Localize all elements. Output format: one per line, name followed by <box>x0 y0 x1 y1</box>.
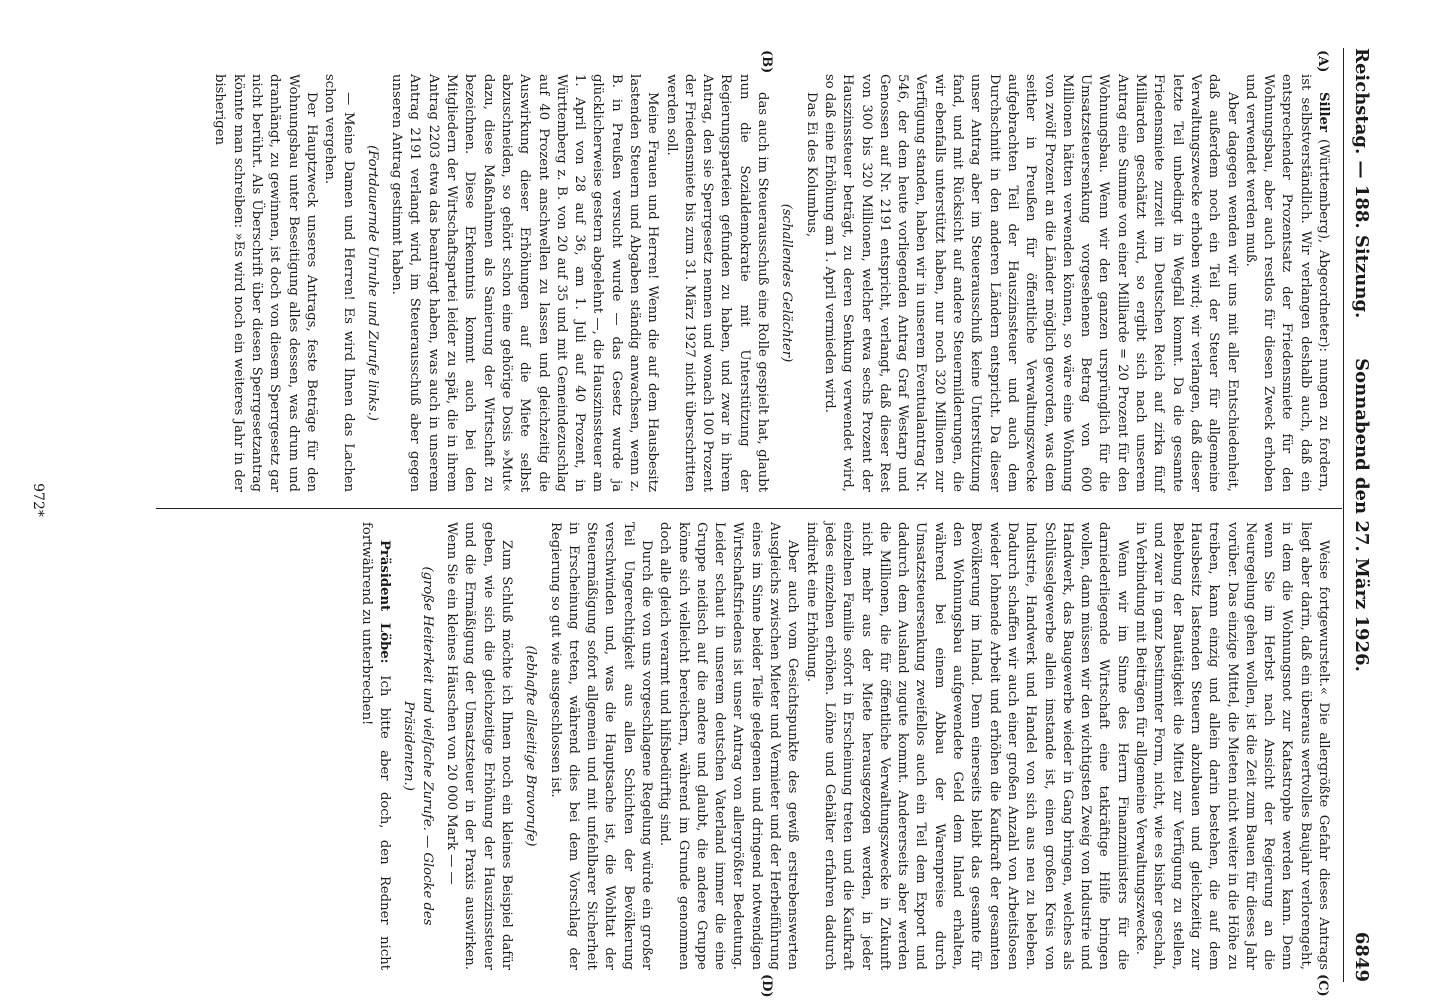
paragraph-text: (lebhafte allseitige Bravorufe) <box>523 645 539 847</box>
paragraph <box>820 74 1241 492</box>
header-date: Sonnabend den 27. März 1926. <box>1351 358 1372 672</box>
paragraph <box>1131 522 1332 970</box>
paragraph <box>387 74 661 492</box>
page-header <box>1342 48 1382 982</box>
paragraph <box>210 74 320 492</box>
column-divider <box>156 508 1342 509</box>
paragraph-text: Meine Frauen und Herren! Wenn die auf dem Hausbesitz lastenden Steuern und Abgaben ständig anwachsen, wenn z. B. in Preußen versucht wurde — das Gesetz wurde ja glücklicherweise gestern abgelehnt —, die Hauszinssteuer am 1. April von 28 auf 36, am 1. Juli auf 40 Prozent, in Württemberg z. B. von 20 auf 35 und mit Gemeindezuschlag auf 40 Prozent anschwellen zu lassen und gleichzeitig die Auswirkung dieser Erhöhungen auf die Miete selbst abzuschneiden, so gehört schon eine gehörige Dosis »Mut« dazu, diese Maßnahmen als Sanierung der Wirtschaft zu bezeichnen. Diese Erkenntnis kommt auch bei den Mitgliedern der Wirtschaftspartei leider zu spät, die in ihrem Antrag 2203 etwa das beantragt haben, was auch in unserem Antrag 2191 verlangt wird, im Steuerausschuß aber gegen unseren Antrag gestimmt haben. <box>389 74 661 492</box>
paragraph-text: Der Hauptzweck unseres Antrags, feste Beträge für den Wohnungsbau unter Beseitigung alles dessen, was drum und dranhängt, zu gewinnen, ist doch von diesem Sperrgesetz gar nicht berührt. Als Überschrift über diesen Sperrgesetzantrag könnte man schreiben: »Es wird noch ein weiteres Jahr in der bisherigen <box>212 74 319 492</box>
paragraph-text: (Fortdauernde Unruhe und Zurufe links.) <box>364 145 380 421</box>
right-column <box>357 522 1332 970</box>
paragraph-text: Aber auch vom Gesichtspunkte des gewiß erstrebenswerten Ausgleichs zwischen Mieter und Vermieter und der Herbeiführung eines im Sinne beider Teile gelegenen und dringend notwendigen Wirtschaftsfriedens ist unser Antrag von allergrößter Bedeutung. Leider schaut in unserem deutschen Vaterland immer die eine Gruppe neidisch auf die andere und glaubt, die andere Gruppe könne sich vielleicht bereichern, während im Grunde genommen doch alle gleich verarmt und hilfsbedürftig sind. <box>657 522 801 970</box>
paragraph-text: (Württemberg), Abgeordneter): nungen zu fordern, ist selbstverständlich. Wir verlangen deshalb auch, daß ein entsprechender Prozentsatz der Friedensmiete für den Wohnungsbau, aber auch restlos für diesen Zweck erhoben und verwendet werden muß. <box>1242 74 1331 492</box>
interjection <box>363 74 381 492</box>
header-rule <box>1343 48 1344 982</box>
paragraph <box>1241 74 1332 492</box>
paragraph <box>801 522 1130 970</box>
paragraph-text: Zum Schluß möchte ich Ihnen noch ein kleines Beispiel dafür geben, wie sich die gleichzeitige Erhöhung der Hauszinssteuer und die Ermäßigung der Umsatzsteuer in der Praxis auswirken. Wenn Sie ein kleines Häuschen von 20 000 Mark — — <box>444 522 514 970</box>
margin-mark-c: (C) <box>1315 974 1330 997</box>
header-session: Reichstag. — 188. Sitzung. <box>1351 48 1372 319</box>
paragraph <box>661 74 771 492</box>
interjection <box>777 74 795 492</box>
margin-mark-d: (D) <box>759 974 774 998</box>
header-page-number: 6849 <box>1351 931 1372 982</box>
margin-mark-a: (A) <box>1315 50 1330 73</box>
paragraph-text: Aber dagegen wenden wir uns mit aller Entschiedenheit, daß außerdem noch ein Teil der Steuer für allgemeine Verwaltungszwecke erhoben wird; wir verlangen, daß dieser letzte Teil unbedingt in Wegfall kommt. Da die gesamte Friedensmiete zurzeit im Deutschen Reich auf zirka fünf Milliarden geschätzt wird, so ergibt sich nach unserem Antrag eine Summe von einer Milliarde = 20 Prozent für den Wohnungsbau. Wenn wir den ganzen ursprünglich für die Umsatzsteuersenkung vorgesehenen Betrag von 600 Millionen hätten verwenden können, so wäre eine Wohnung von zwölf Prozent an die Länder möglich geworden, was dem seither in Preußen für öffentliche Verwaltungszwecke aufgebrachten Teil der Hauszinssteuer und auch dem Durchschnitt in den anderen Ländern entspricht. Da dieser unser Antrag aber im Steuerausschuß keine Unterstützung fand, und mit Rücksicht auf andere Steuermilderungen, die wir ebenfalls unterstützt haben, nur noch 320 Millionen zur Verfügung standen, haben wir in unserem Eventualantrag Nr. 546, der dem heute vorliegenden Antrag Graf Westarp und Genossen auf Nr. 2191 entspricht, verlangt, daß dieser Rest von 300 bis 320 Millionen, welcher etwa sechs Prozent der Hauszinssteuer beträgt, zu deren Senkung verwendet wird, so daß eine Erhöhung am 1. April vermieden wird. <box>821 74 1240 492</box>
paragraph <box>545 522 655 970</box>
paragraph <box>357 522 394 970</box>
paragraph <box>655 522 801 970</box>
interjection <box>521 522 539 970</box>
speaker-name: Präsident Löbe: <box>377 540 393 676</box>
paragraph-text: Wenn wir im Sinne des Herrn Finanzministers für die darniederliegende Wirtschaft eine tatkräftige Hilfe bringen wollen, dann müssen wir den wichtigsten Zweig von Industrie und Handwerk, das Baugewerbe wieder in Gang bringen, welches als Schlüsselgewerbe allein imstande ist, einen großen Kreis von Industrie, Handwerk und Handel von sich aus neu zu beleben. Dadurch schaffen wir auch einer großen Anzahl von Arbeitslosen wieder lohnende Arbeit und erhöhen die Kaufkraft der gesamten Bevölkerung im Inland. Denn einerseits bleibt das gesamte für den Wohnungsbau aufgewendete Geld dem Inland erhalten, während bei einem Abbau der Warenpreise durch Umsatzsteuersenkung zweifellos auch ein Teil dem Export und dadurch dem Ausland zugute kommt. Andererseits aber werden die Millionen, die für öffentliche Verwaltungszwecke in Zukunft nicht mehr aus der Miete herausgezogen werden, in jeder einzelnen Familie sofort in Erscheinung treten und die Kaufkraft jedes einzelnen erhöhen. Löhne und Gehälter erfahren dadurch indirekt eine Erhöhung. <box>803 522 1130 970</box>
paragraph-text: (große Heiterkeit und vielfache Zurufe. — Glocke des Präsidenten.) <box>401 566 435 926</box>
paragraph-text: das auch im Steuerausschuß eine Rolle gespielt hat, glaubt nun die Sozialdemokratie mit Unterstützung der Regierungsparteien gefunden zu haben, und zwar in ihrem Antrag, den sie Sperrgesetz nennen und wonach 100 Prozent der Friedensmiete bis zum 31. März 1927 nicht überschritten werden soll. <box>663 74 771 492</box>
paragraph <box>320 74 357 492</box>
interjection <box>399 522 436 970</box>
paragraph-text: Durch die von uns vorgeschlagene Regelung würde ein großer Teil Ungerechtigkeit aus allen Schichten der Bevölkerung verschwinden und, was die Hauptsache ist, die Wohltat der Steuermäßigung sofort allgemein und mit unfehlbarer Sicherheit in Erscheinung treten, während dies bei dem Vorschlag der Regierung so gut wie ausgeschlossen ist. <box>547 522 655 970</box>
margin-mark-b: (B) <box>759 50 774 74</box>
left-column <box>210 74 1332 492</box>
paragraph-text: — Meine Damen und Herren! Es wird Ihnen das Lachen schon vergehen. <box>322 74 356 492</box>
paragraph-text: Das Ei des Kolumbus, <box>803 92 819 238</box>
page-code: 972* <box>30 483 46 517</box>
paragraph <box>442 522 515 970</box>
paragraph-text: (schallendes Gelächter) <box>779 203 795 363</box>
paragraph-text: Ich bitte aber doch, den Redner nicht fortwährend zu unterbrechen! <box>358 522 393 970</box>
speaker-name: Siller <box>1316 92 1331 139</box>
paragraph-text: Weise fortgewurstelt.« Die allergrößte Gefahr dieses Antrags liegt aber darin, daß ein überaus wertvolles Baujahr verlorengeht, in dem die Wohnungsnot zur Katastrophe werden kann. Denn wenn Sie im Herbst nach Ansicht der Regierung an die Neuregelung gehen wollen, ist die Zeit zum Bauen für dieses Jahr vorüber. Das einzige Mittel, die Mieten nicht weiter in die Höhe zu treiben, kann einzig und allein darin bestehen, die auf dem Hausbesitz lastenden Steuern abzubauen und gleichzeitig zur Belebung der Bautätigkeit die Mittel zur Verfügung zu stellen, und zwar in ganz bestimmter Form, nicht, wie es bisher geschah, in Verbindung mit Beiträgen für allgemeine Verwaltungszwecke. <box>1133 522 1331 970</box>
paragraph <box>801 74 819 492</box>
